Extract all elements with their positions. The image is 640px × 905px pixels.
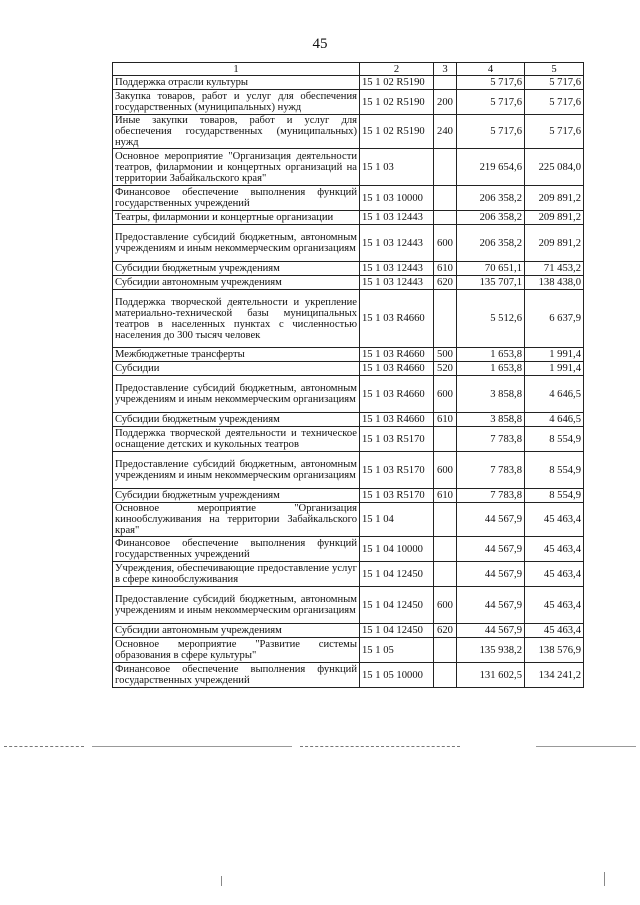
column-header-code: 2 (360, 63, 434, 76)
row-value-year2: 1 991,4 (525, 362, 584, 376)
row-expense-type: 600 (434, 225, 457, 262)
table-row (113, 452, 584, 489)
row-expense-type (434, 537, 457, 562)
row-value-year2: 45 463,4 (525, 562, 584, 587)
row-value-year2: 5 717,6 (525, 90, 584, 115)
row-value-year2: 8 554,9 (525, 489, 584, 503)
row-value-year2: 138 576,9 (525, 638, 584, 663)
column-header-year1: 4 (457, 63, 525, 76)
row-value-year1: 44 567,9 (457, 503, 525, 537)
row-code: 15 1 03 R4660 (360, 348, 434, 362)
row-code: 15 1 04 (360, 503, 434, 537)
row-name: Предоставление субсидий бюджетным, автономным учреждениям и иным некоммерческим организациям (113, 587, 360, 624)
row-code: 15 1 03 R5170 (360, 489, 434, 503)
table-row (113, 90, 584, 115)
row-value-year1: 206 358,2 (457, 186, 525, 211)
row-expense-type: 600 (434, 376, 457, 413)
row-name: Поддержка творческой деятельности и укрепление материально-технической базы муниципальных театров в населенных пунктах с численностью населения до 300 тысяч человек (113, 290, 360, 348)
row-value-year1: 7 783,8 (457, 427, 525, 452)
table-row (113, 503, 584, 537)
table-row (113, 587, 584, 624)
row-value-year1: 1 653,8 (457, 362, 525, 376)
row-value-year2: 45 463,4 (525, 503, 584, 537)
row-code: 15 1 03 12443 (360, 276, 434, 290)
row-expense-type: 600 (434, 587, 457, 624)
row-expense-type: 520 (434, 362, 457, 376)
row-value-year2: 5 717,6 (525, 115, 584, 149)
row-value-year1: 206 358,2 (457, 225, 525, 262)
scan-artifact-line (300, 746, 460, 747)
row-value-year1: 5 512,6 (457, 290, 525, 348)
row-value-year1: 70 651,1 (457, 262, 525, 276)
row-value-year2: 71 453,2 (525, 262, 584, 276)
row-code: 15 1 03 12443 (360, 211, 434, 225)
row-value-year1: 135 938,2 (457, 638, 525, 663)
row-expense-type (434, 186, 457, 211)
row-value-year1: 3 858,8 (457, 376, 525, 413)
scan-artifact-mark (221, 876, 222, 886)
table-row (113, 537, 584, 562)
row-code: 15 1 03 R4660 (360, 290, 434, 348)
row-code: 15 1 04 10000 (360, 537, 434, 562)
row-code: 15 1 05 10000 (360, 663, 434, 688)
row-expense-type (434, 427, 457, 452)
column-header-name: 1 (113, 63, 360, 76)
row-name: Основное мероприятие "Организация деятельности театров, филармонии и концертных организаций на территории Забайкальского края" (113, 149, 360, 186)
row-expense-type (434, 562, 457, 587)
row-expense-type (434, 638, 457, 663)
row-name: Предоставление субсидий бюджетным, автономным учреждениям и иным некоммерческим организациям (113, 225, 360, 262)
row-name: Финансовое обеспечение выполнения функций государственных учреждений (113, 537, 360, 562)
table-row (113, 225, 584, 262)
row-name: Поддержка отрасли культуры (113, 76, 360, 90)
scan-artifact-line (536, 746, 636, 747)
row-expense-type: 240 (434, 115, 457, 149)
budget-table (112, 62, 584, 688)
table-row (113, 290, 584, 348)
row-code: 15 1 03 R5170 (360, 427, 434, 452)
row-value-year2: 6 637,9 (525, 290, 584, 348)
column-header-type: 3 (434, 63, 457, 76)
row-value-year2: 225 084,0 (525, 149, 584, 186)
row-value-year1: 44 567,9 (457, 537, 525, 562)
row-code: 15 1 03 (360, 149, 434, 186)
row-value-year1: 5 717,6 (457, 76, 525, 90)
table-row (113, 115, 584, 149)
row-value-year2: 8 554,9 (525, 427, 584, 452)
row-code: 15 1 04 12450 (360, 562, 434, 587)
table-row (113, 262, 584, 276)
row-name: Межбюджетные трансферты (113, 348, 360, 362)
row-name: Субсидии (113, 362, 360, 376)
row-name: Субсидии бюджетным учреждениям (113, 489, 360, 503)
row-name: Субсидии автономным учреждениям (113, 276, 360, 290)
row-expense-type: 500 (434, 348, 457, 362)
row-expense-type: 620 (434, 624, 457, 638)
row-value-year1: 7 783,8 (457, 452, 525, 489)
table-row (113, 211, 584, 225)
row-code: 15 1 04 12450 (360, 624, 434, 638)
row-value-year2: 209 891,2 (525, 186, 584, 211)
row-value-year2: 134 241,2 (525, 663, 584, 688)
row-value-year2: 209 891,2 (525, 225, 584, 262)
table-row (113, 186, 584, 211)
row-code: 15 1 03 12443 (360, 262, 434, 276)
row-expense-type (434, 76, 457, 90)
scan-artifact-line (92, 746, 292, 747)
row-value-year1: 44 567,9 (457, 587, 525, 624)
row-code: 15 1 02 R5190 (360, 115, 434, 149)
row-name: Финансовое обеспечение выполнения функций государственных учреждений (113, 186, 360, 211)
row-name: Учреждения, обеспечивающие предоставление услуг в сфере кинообслуживания (113, 562, 360, 587)
row-code: 15 1 03 R5170 (360, 452, 434, 489)
row-expense-type (434, 290, 457, 348)
row-code: 15 1 03 12443 (360, 225, 434, 262)
row-value-year2: 4 646,5 (525, 413, 584, 427)
table-row (113, 413, 584, 427)
row-name: Иные закупки товаров, работ и услуг для обеспечения государственных (муниципальных) нужд (113, 115, 360, 149)
row-name: Театры, филармонии и концертные организации (113, 211, 360, 225)
row-name: Предоставление субсидий бюджетным, автономным учреждениям и иным некоммерческим организациям (113, 452, 360, 489)
row-expense-type (434, 211, 457, 225)
table-row (113, 376, 584, 413)
row-value-year2: 45 463,4 (525, 537, 584, 562)
row-value-year2: 8 554,9 (525, 452, 584, 489)
row-name: Поддержка творческой деятельности и техническое оснащение детских и кукольных театров (113, 427, 360, 452)
table-row (113, 149, 584, 186)
row-value-year2: 209 891,2 (525, 211, 584, 225)
row-code: 15 1 02 R5190 (360, 90, 434, 115)
scan-artifact-line (4, 746, 84, 747)
row-value-year2: 45 463,4 (525, 587, 584, 624)
table-row (113, 427, 584, 452)
row-value-year1: 44 567,9 (457, 624, 525, 638)
row-expense-type: 610 (434, 413, 457, 427)
table-row (113, 276, 584, 290)
row-code: 15 1 03 R4660 (360, 376, 434, 413)
row-name: Субсидии бюджетным учреждениям (113, 413, 360, 427)
row-expense-type: 620 (434, 276, 457, 290)
row-expense-type: 600 (434, 452, 457, 489)
table-row (113, 362, 584, 376)
row-value-year2: 1 991,4 (525, 348, 584, 362)
row-value-year1: 7 783,8 (457, 489, 525, 503)
row-value-year1: 1 653,8 (457, 348, 525, 362)
row-value-year1: 5 717,6 (457, 90, 525, 115)
table-row (113, 348, 584, 362)
scan-artifact-mark (604, 872, 605, 886)
row-value-year2: 4 646,5 (525, 376, 584, 413)
row-expense-type (434, 503, 457, 537)
row-value-year1: 135 707,1 (457, 276, 525, 290)
row-code: 15 1 03 10000 (360, 186, 434, 211)
table-row (113, 76, 584, 90)
row-code: 15 1 02 R5190 (360, 76, 434, 90)
table-row (113, 638, 584, 663)
row-value-year2: 45 463,4 (525, 624, 584, 638)
row-value-year1: 3 858,8 (457, 413, 525, 427)
row-code: 15 1 03 R4660 (360, 362, 434, 376)
row-name: Основное мероприятие "Организация кинообслуживания на территории Забайкальского края" (113, 503, 360, 537)
row-code: 15 1 03 R4660 (360, 413, 434, 427)
row-code: 15 1 05 (360, 638, 434, 663)
row-value-year1: 206 358,2 (457, 211, 525, 225)
row-name: Финансовое обеспечение выполнения функций государственных учреждений (113, 663, 360, 688)
row-name: Предоставление субсидий бюджетным, автономным учреждениям и иным некоммерческим организациям (113, 376, 360, 413)
row-expense-type (434, 663, 457, 688)
row-value-year1: 44 567,9 (457, 562, 525, 587)
row-code: 15 1 04 12450 (360, 587, 434, 624)
row-value-year2: 5 717,6 (525, 76, 584, 90)
row-name: Основное мероприятие "Развитие системы образования в сфере культуры" (113, 638, 360, 663)
row-name: Субсидии автономным учреждениям (113, 624, 360, 638)
row-name: Субсидии бюджетным учреждениям (113, 262, 360, 276)
row-name: Закупка товаров, работ и услуг для обеспечения государственных (муниципальных) нужд (113, 90, 360, 115)
row-expense-type: 610 (434, 489, 457, 503)
table-row (113, 489, 584, 503)
table-header-row (113, 63, 584, 76)
table-row (113, 562, 584, 587)
table-row (113, 624, 584, 638)
row-expense-type (434, 149, 457, 186)
page-number: 45 (312, 36, 328, 52)
table-row (113, 663, 584, 688)
column-header-year2: 5 (525, 63, 584, 76)
row-value-year1: 5 717,6 (457, 115, 525, 149)
row-value-year2: 138 438,0 (525, 276, 584, 290)
row-expense-type: 610 (434, 262, 457, 276)
row-value-year1: 131 602,5 (457, 663, 525, 688)
row-value-year1: 219 654,6 (457, 149, 525, 186)
row-expense-type: 200 (434, 90, 457, 115)
